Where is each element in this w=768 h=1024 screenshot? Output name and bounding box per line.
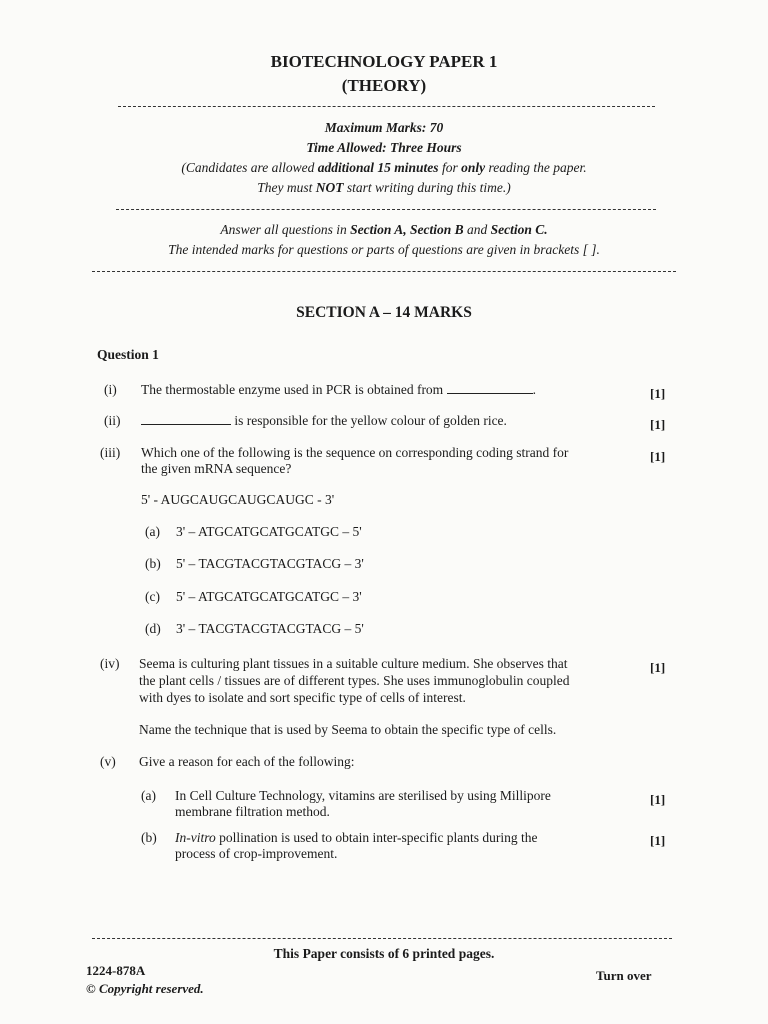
header-divider-3 [92, 271, 676, 272]
part-v-text: Give a reason for each of the following: [139, 754, 355, 769]
part-v-b-label: (b) [141, 830, 157, 845]
part-i-text: The thermostable enzyme used in PCR is obtained from . [141, 382, 536, 397]
part-iii-line1: Which one of the following is the sequence on corresponding coding strand for [141, 445, 569, 460]
part-v-number: (v) [100, 754, 116, 769]
part-v-a-line2: membrane filtration method. [175, 804, 330, 819]
option-a-label: (a) [145, 524, 160, 539]
part-ii-number: (ii) [104, 413, 121, 428]
answer-blank [141, 413, 231, 425]
part-v-a-label: (a) [141, 788, 156, 803]
header-divider-1 [118, 106, 655, 107]
part-iv-line4: Name the technique that is used by Seema to obtain the specific type of cells. [139, 722, 557, 737]
page-count-note: This Paper consists of 6 printed pages. [273, 946, 495, 961]
option-b-label: (b) [145, 556, 161, 571]
no-writing-note: They must NOT start writing during this time.) [257, 180, 511, 195]
paper-title: BIOTECHNOLOGY PAPER 1 [270, 52, 498, 71]
option-c-text: 5' – ATGCATGCATGCATGC – 3' [176, 589, 362, 604]
part-iii-line2: the given mRNA sequence? [141, 461, 292, 476]
part-v-a-mark: [1] [650, 792, 666, 807]
marks-instruction: The intended marks for questions or parts of questions are given in brackets [ ]. [168, 242, 600, 257]
option-d-label: (d) [145, 621, 161, 636]
reading-time-note: (Candidates are allowed additional 15 minutes for only reading the paper. [181, 160, 587, 175]
part-i-mark: [1] [650, 386, 666, 401]
part-v-a-line1: In Cell Culture Technology, vitamins are sterilised by using Millipore [175, 788, 551, 803]
part-ii-text: is responsible for the yellow colour of golden rice. [141, 413, 507, 429]
question-label: Question 1 [97, 347, 159, 362]
part-v-b-line1: In-vitro pollination is used to obtain inter-specific plants during the [175, 830, 538, 845]
option-b-text: 5' – TACGTACGTACGTACG – 3' [176, 556, 364, 571]
option-d-text: 3' – TACGTACGTACGTACG – 5' [176, 621, 364, 636]
header-divider-2 [116, 209, 656, 210]
part-iv-line2: the plant cells / tissues are of different types. She uses immunoglobulin coupled [139, 673, 570, 688]
part-v-b-mark: [1] [650, 833, 666, 848]
max-marks: Maximum Marks: 70 [324, 120, 444, 135]
part-v-b-line2: process of crop-improvement. [175, 846, 338, 861]
part-iv-number: (iv) [100, 656, 120, 671]
option-c-label: (c) [145, 589, 160, 604]
copyright-notice: © Copyright reserved. [86, 981, 204, 996]
answer-instruction: Answer all questions in Section A, Section B and Section C. [220, 222, 548, 237]
paper-code: 1224-878A [86, 963, 146, 978]
part-iv-line1: Seema is culturing plant tissues in a suitable culture medium. She observes that [139, 656, 568, 671]
answer-blank [447, 382, 533, 394]
mrna-sequence: 5' - AUGCAUGCAUGCAUGC - 3' [141, 492, 335, 507]
part-iv-mark: [1] [650, 660, 666, 675]
option-a-text: 3' – ATGCATGCATGCATGC – 5' [176, 524, 362, 539]
turn-over-note: Turn over [596, 968, 652, 983]
time-allowed: Time Allowed: Three Hours [306, 140, 462, 155]
part-i-number: (i) [104, 382, 117, 397]
part-iv-line3: with dyes to isolate and sort specific type of cells of interest. [139, 690, 466, 705]
footer-divider [92, 938, 672, 939]
paper-subtitle: (THEORY) [341, 76, 427, 95]
part-iii-number: (iii) [100, 445, 121, 460]
part-ii-mark: [1] [650, 417, 666, 432]
section-title: SECTION A – 14 MARKS [296, 304, 472, 321]
part-iii-mark: [1] [650, 449, 666, 464]
